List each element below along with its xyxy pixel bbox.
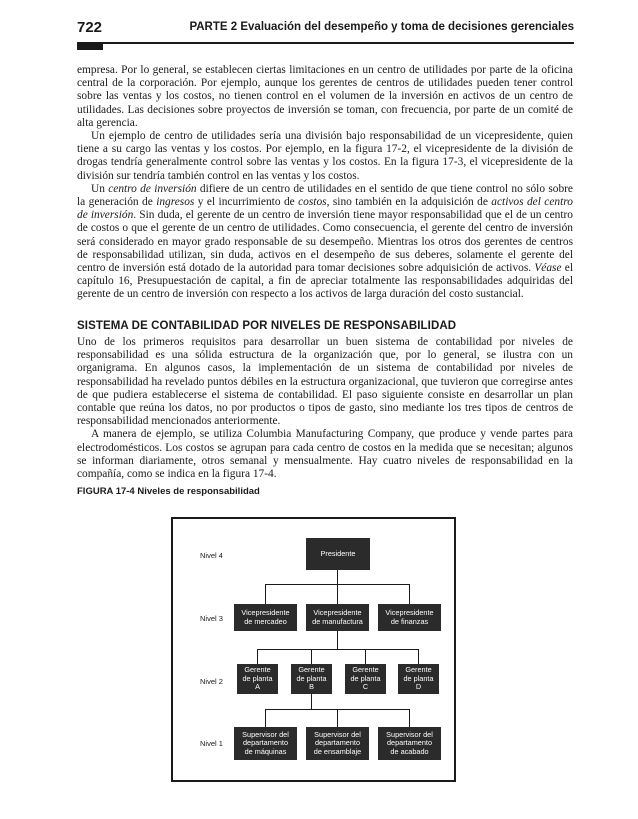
section-paragraph-1: Uno de los primeros requisitos para desarrollar un buen sistema de contabilidad por niveles de responsabilidad es una sólida estructura de la organización que, por lo general, se ilustra con un organigrama. En algunos casos, la implementación de un sistema de contabilidad por niveles de responsabilidad ha revelado puntos débiles en la estructura organizacional, que tuvieron que corregirse antes de que pudiera establecerse el sistema de contabilidad. El paso siguiente consiste en desarrollar un plan contable que reúna los datos, no por productos o tipos de gasto, sino mediante los tres tipos de centros de responsabilidad mencionados anteriormente.	[77, 336, 573, 428]
connector-l3-b	[337, 584, 338, 604]
connector-l3-a	[265, 584, 266, 604]
node-vp-manufactura: Vicepresidente de manufactura	[306, 604, 369, 631]
level-3-label: Nivel 3	[200, 614, 223, 623]
connector-l1-c	[409, 709, 410, 727]
node-supervisor-ensamblaje: Supervisor del departamento de ensamblaje	[306, 727, 369, 760]
connector-l2-b	[311, 649, 312, 664]
node-supervisor-acabado: Supervisor del departamento de acabado	[378, 727, 441, 760]
node-gerente-planta-b: Gerente de planta B	[291, 664, 332, 694]
connector-l2-d	[418, 649, 419, 664]
connector-l2-bar	[257, 649, 419, 650]
term-costos: costos	[298, 196, 327, 209]
connector-l3-c	[409, 584, 410, 604]
section-paragraph-2: A manera de ejemplo, se utiliza Columbia Manufacturing Company, que produce y vende partes para electrodomésticos. Los costos se agrupan para cada centro de costos en la medida que se necesitan; algunos se informan diariamente, otros semanal y mensualmente. Hay cuatro niveles de responsabilidad en la compañía, como se indica en la figura 17-4.	[77, 428, 573, 481]
connector-l2-c	[365, 649, 366, 664]
connector-l4-stem	[337, 570, 338, 585]
body-text-top	[77, 64, 573, 302]
org-chart	[171, 517, 456, 782]
body-text-section	[77, 336, 573, 481]
paragraph-3: Un centro de inversión difiere de un centro de utilidades en el sentido de que tiene control no sólo sobre la generación de ingresos y el incurrimiento de costos, sino también en la adquisición de activos del centro de inversión. Sin duda, el gerente de un centro de inversión tiene mayor responsabilidad que el de un centro de costos o que el gerente de un centro de utilidades. Como consecuencia, el gerente del centro de inversión será considerado en mayor grado responsable de su desempeño. Mientras los otros dos gerentes de centros de responsabilidad utilizan, sin duda, activos en el desempeño de sus deberes, solamente el gerente del centro de inversión está dotado de la autoridad para tomar decisiones sobre adquisición de activos. Véase el capítulo 16, Presupuestación de capital, a fin de apreciar totalmente las responsabilidades adquiridas del gerente de un centro de inversión con respecto a los activos de larga duración del costo sustancial.	[77, 182, 573, 301]
connector-l1-a	[265, 709, 266, 727]
term-ingresos: ingresos	[156, 196, 195, 209]
term-centro-inversion: centro de inversión	[108, 182, 197, 195]
node-supervisor-maquinas: Supervisor del departamento de máquinas	[234, 727, 297, 760]
level-1-label: Nivel 1	[200, 739, 223, 748]
node-gerente-planta-a: Gerente de planta A	[237, 664, 278, 694]
paragraph-1: empresa. Por lo general, se establecen ciertas limitaciones en un centro de utilidades por parte de la oficina central de la corporación. Por ejemplo, aunque los gerentes de centros de utilidades pueden tener control sobre las ventas y los costos, no tienen control en el volumen de la inversión en activos de un centro de utilidades. Las decisiones sobre proyectos de inversión se toman, con frecuencia, por parte de un comité de alta gerencia.	[77, 64, 573, 129]
term-activos: activos del centro de inversión	[77, 196, 573, 222]
level-4-label: Nivel 4	[200, 551, 223, 560]
connector-l1-b	[337, 709, 338, 727]
header-rule	[77, 42, 574, 44]
term-vease: Véase	[534, 262, 562, 275]
section-heading: SISTEMA DE CONTABILIDAD POR NIVELES DE RESPONSABILIDAD	[77, 320, 457, 332]
node-vp-mercadeo: Vicepresidente de mercadeo	[234, 604, 297, 631]
node-presidente: Presidente	[306, 538, 370, 570]
figure-title: Niveles de responsabilidad	[137, 486, 260, 497]
paragraph-2: Un ejemplo de centro de utilidades sería una división bajo responsabilidad de un vicepresidente, quien tiene a su cargo las ventas y los costos. Por ejemplo, en la figura 17-2, el vicepresidente de la división de drogas tendría generalmente control sobre las ventas y los costos. En la figura 17-3, el vicepresidente de la división sur tendría también control en las ventas y los costos.	[77, 130, 573, 182]
figure-caption	[77, 486, 260, 497]
figure-label: FIGURA 17-4	[77, 486, 135, 497]
page-number: 722	[77, 19, 103, 36]
connector-l3-stem	[337, 631, 338, 649]
running-head	[189, 21, 574, 33]
connector-l2-stem	[311, 694, 312, 709]
connector-l2-a	[257, 649, 258, 664]
node-gerente-planta-c: Gerente de planta C	[345, 664, 386, 694]
header-block	[77, 42, 103, 50]
node-vp-finanzas: Vicepresidente de finanzas	[378, 604, 441, 631]
part-title: Evaluación del desempeño y toma de decisiones gerenciales	[240, 21, 574, 33]
level-2-label: Nivel 2	[200, 677, 223, 686]
part-label: PARTE 2	[189, 21, 238, 33]
node-gerente-planta-d: Gerente de planta D	[398, 664, 439, 694]
